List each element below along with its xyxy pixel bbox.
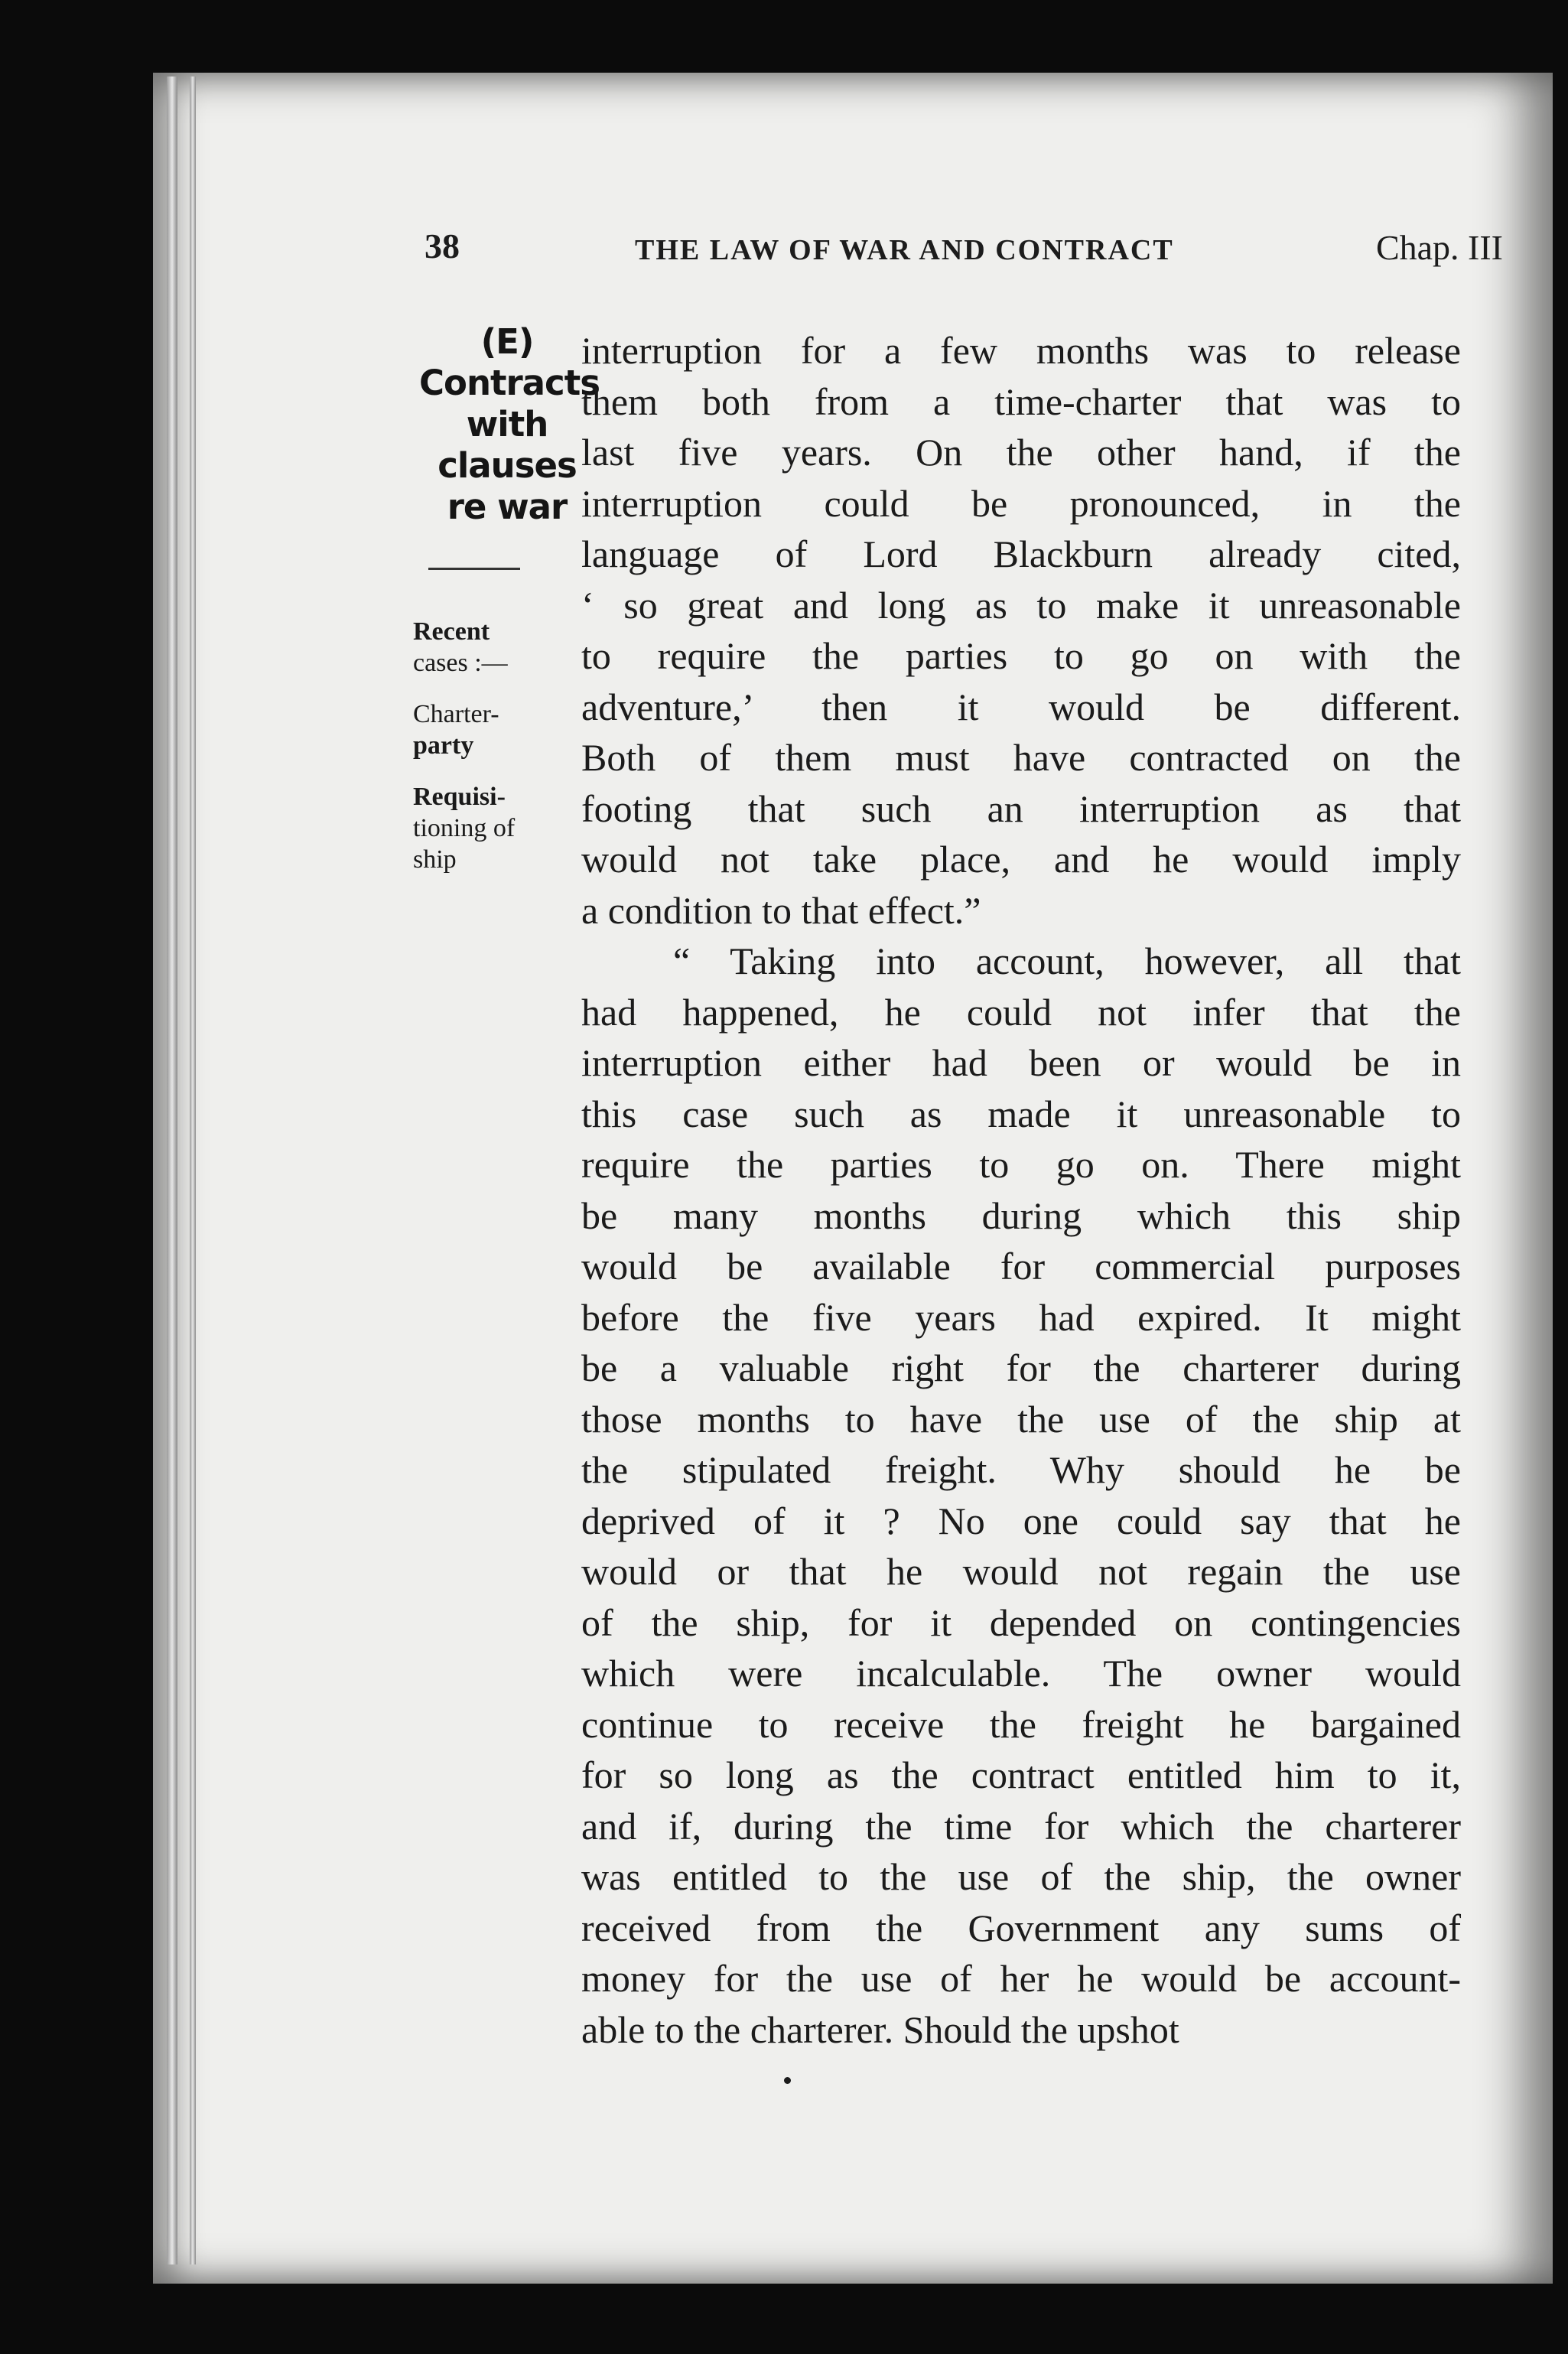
body-line: would not take place, and he would imply [581,838,1461,881]
body-line: of the ship, for it depended on contingencies [581,1600,1461,1644]
body-line: continue to receive the freight he bargained [581,1702,1461,1746]
side-note-line: ship [413,845,457,874]
body-line: be many months during which this ship [581,1193,1461,1237]
body-line: “ Taking into account, however, all that [673,939,1461,982]
body-line: interruption could be pronounced, in the [581,481,1461,525]
body-line: able to the charterer. Should the upshot [581,2007,1179,2051]
side-note-line: Charter- [413,700,499,728]
margin-heading-line: with [466,404,548,444]
body-line: require the parties to go on. There might [581,1143,1461,1186]
side-note-line: Requisi- [413,783,506,811]
side-note-line: party [413,731,474,760]
body-line: would be available for commercial purposes [581,1245,1461,1288]
body-line: money for the use of her he would be account- [581,1957,1461,2000]
page-edge [167,77,177,2264]
body-line: footing that such an interruption as that [581,786,1461,830]
running-title: THE LAW OF WAR AND CONTRACT [635,234,1174,266]
side-note-line: Recent [413,617,490,646]
body-line: language of Lord Blackburn already cited, [581,532,1461,575]
margin-heading-line: clauses [438,445,577,486]
page-header [425,226,1503,295]
margin-heading-line: re war [447,487,568,527]
margin-heading [419,321,600,528]
body-line: would or that he would not regain the use [581,1550,1461,1593]
body-line: a condition to that effect.” [581,888,981,932]
body-line: received from the Government any sums of [581,1906,1461,1949]
body-line: last five years. On the other hand, if the [581,431,1461,474]
body-line: interruption for a few months was to release [581,329,1461,372]
body-line: adventure,’ then it would be different. [581,685,1461,728]
body-line: deprived of it ? No one could say that he [581,1499,1461,1542]
body-line: had happened, he could not infer that the [581,990,1461,1034]
body-line: them both from a time-charter that was to [581,379,1461,423]
body-line: Both of them must have contracted on the [581,736,1461,779]
side-note-line: tioning of [413,814,516,842]
body-text [581,325,1461,2055]
body-line: interruption either had been or would be in [581,1041,1461,1084]
side-note [413,698,566,761]
body-line: those months to have the use of the ship at [581,1397,1461,1441]
margin-heading-line: Contracts [419,363,600,403]
body-line: and if, during the time for which the charterer [581,1804,1461,1848]
body-line: this case such as made it unreasonable to [581,1092,1461,1135]
side-notes [413,616,566,895]
page-edge [190,77,196,2264]
body-line: was entitled to the use of the ship, the owner [581,1855,1461,1898]
body-line: the stipulated freight. Why should he be [581,1448,1461,1491]
body-line: to require the parties to go on with the [581,634,1461,677]
body-line: which were incalculable. The owner would [581,1652,1461,1695]
body-line: ‘ so great and long as to make it unreasonable [581,583,1461,627]
body-line: for so long as the contract entitled him to it, [581,1753,1461,1796]
body-line: be a valuable right for the charterer during [581,1346,1461,1389]
margin-heading-line: (E) [480,321,534,362]
side-note-line: cases :— [413,649,508,677]
page-number: 38 [425,226,460,265]
side-note [413,616,566,679]
side-note [413,781,566,875]
body-line: before the five years had expired. It might [581,1295,1461,1339]
ink-dot [784,2077,791,2084]
chapter-label: Chap. III [1375,228,1503,267]
margin-rule [428,568,520,570]
